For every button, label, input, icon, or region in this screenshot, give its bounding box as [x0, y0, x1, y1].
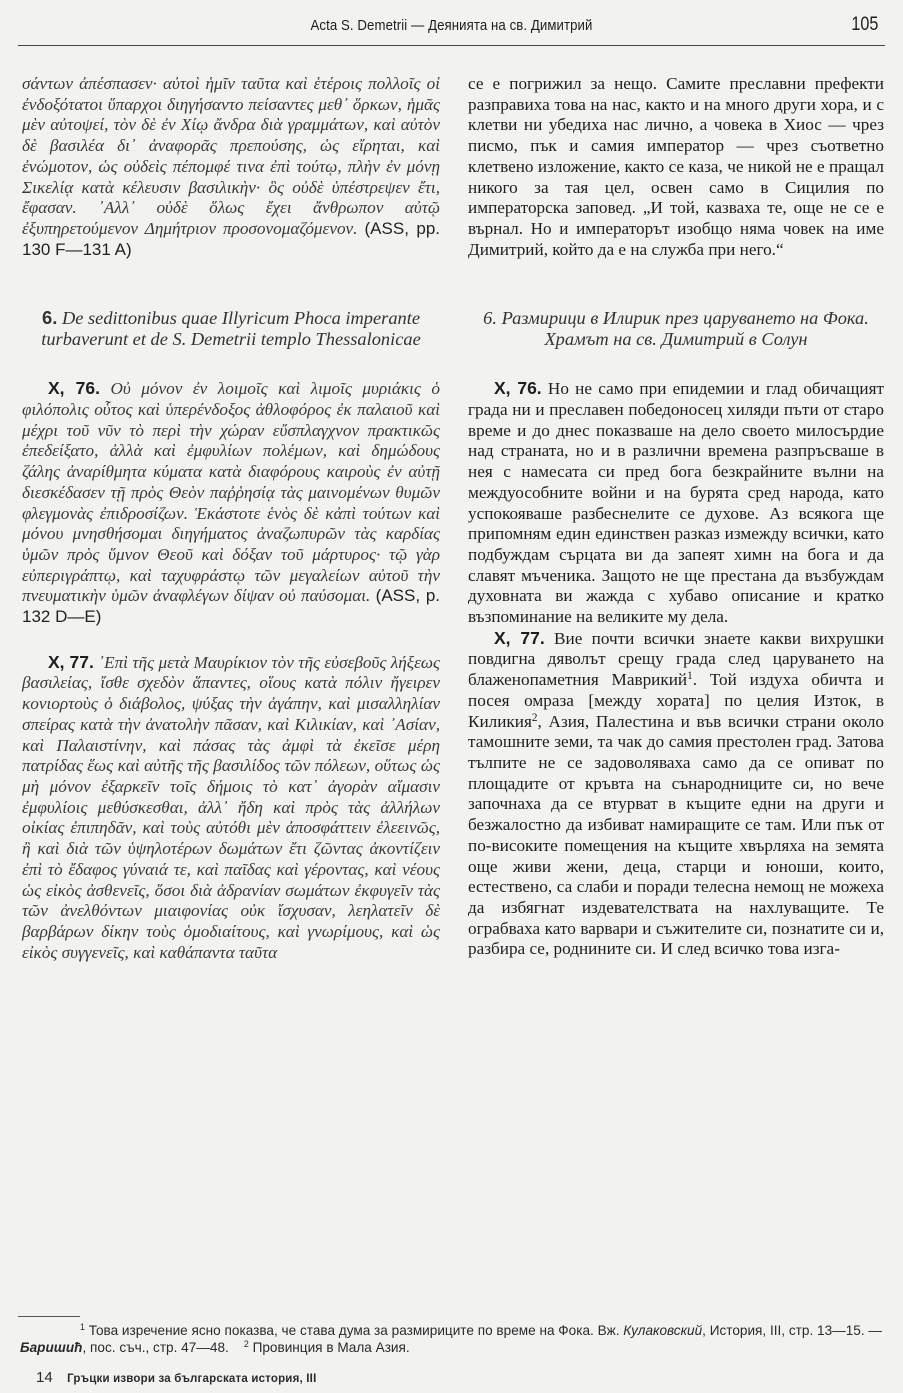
footnote-rule [18, 1316, 80, 1317]
footnote-1 [20, 1323, 882, 1356]
signature-number: 14 [36, 1369, 53, 1386]
section-heading-latin [22, 308, 440, 349]
footnote-mark: 2 [243, 1338, 249, 1349]
paragraph-x-77-bulgarian [468, 628, 884, 960]
bulgarian-text: Вие почти всички знаете какви вихрушки повдигна дяволът срещу града след царуването на блаженопаметния Маврикий [468, 628, 884, 690]
footnote-2-text: Провинция в Мала Азия. [252, 1339, 410, 1355]
paragraph-x-76-greek [22, 378, 440, 627]
section-title: De sedittonibus quae Illyricum Phoca imperante turbaverunt et de S. Demetrii templo Thessalonicae [41, 308, 421, 349]
greek-text: ᾿Επὶ τῆς μετὰ Μαυρίκιον τὸν τῆς εὐσεβοῦς λήξεως βασιλείας, ἴσθε σχεδὸν ἅπαντες, οἵους κατὰ πόλιν ἤγειρεν κονιορτοὺς ὁ διάβολος, ψύξας τὴν ἀγάπην, καὶ μισαλληλίαν σπείρας κατὰ τὴν ἀνατολὴν πᾶσαν, καὶ Κιλικίαν, καὶ ᾿Ασίαν, καὶ Παλαιστίνην, καὶ πάσας τὰς ἀμφὶ τὰ ἐκεῖσε μέρη πατρίδας ἕως καὶ αὐτῆς τῆς βασιλίδος τῶν πόλεων, οὕτως ὡς μὴ μόνον ἐξαρκεῖν τοῖς δήμοις τὸ κατ᾽ ἀγορὰν αἵμασιν ἐμφυλίοις μεθύσκεσθαι, ἀλλ᾽ ἤδη καὶ πρὸς τὰς ἀλλήλων οἰκίας ἐπιπηδᾶν, καὶ τοὺς αὐτόθι μὲν ἀποσφάττειν ἐλεεινῶς, ἢ καὶ διὰ τῶν ὑψηλοτέρων δωμάτων ἔτι ζῶντας ἀκοντίζειν ἐπὶ τὸ ἔδαφος γύναιά τε, καὶ παῖδας καὶ γέροντας, καὶ νέους ὡς εἰκὸς ἀσθενεῖς, ὅσοι διὰ ἀδρανίαν σωμάτων ἐκφυγεῖν τὰς τῶν ἀνελθόντων μιαιφονίας οὐκ ἴσχυσαν, λεηλατεῖν δὲ βαρβάρων δίκην τοὺς ὁμοδιαίτους, καὶ γνωρίμους, καὶ ὡς εἰκὸς συγγενεῖς, καὶ καθάπαντα ταῦτα [22, 652, 441, 962]
signature-text: Гръцки извори за българската история, III [67, 1373, 317, 1385]
paragraph-marker: X, 76. [494, 378, 542, 399]
bulgarian-continuation: се е погрижил за нещо. Самите преславни префекти разправиха това на нас, както и на много други хора, и с клетви ни убедиха нас лично, а човека в Хиос — чрез писмо, пък и самия император — чрез съответно клетвено изложение, както се каза, че никой не е пращал никого за тая цел, освен само в Сицилия по императорска заповед. „И той, казваха те, още не се е върнал. Но и императорът изобщо няма човек на име Димитрий, който да е на служба при него.“ [468, 74, 884, 259]
paragraph-x-76-bulgarian [468, 378, 884, 627]
section-number: 6. [42, 307, 58, 329]
footnotes [20, 1323, 882, 1356]
footnote-author: Кулаковский [623, 1323, 703, 1338]
running-title: Acta S. Demetrii — Деянията на св. Димитрий [310, 17, 593, 34]
greek-text: σάντων ἀπέσπασεν· αὐτοὶ ἡμῖν ταῦτα καὶ ἑτέροις πολλοῖς οἱ ἐνδοξότατοι ὕπαρχοι διηγήσαντο πείσαντες μεθ᾽ ὅρκων, ἡμᾶς μὲν αὐτοψεί, τὸν δὲ ἐν Χίῳ ἄνδρα διὰ γραμμάτων, καὶ αὐτὸν δὲ βασιλέα δι᾽ ἀναφορᾶς πρεπούσης, ὡς εἴρηται, καὶ ἐνώμοτον, ὡς οὐδεὶς πέπομφέ τινα ἐπὶ τούτῳ, πλὴν ἐν μόνῃ Σικελίᾳ κατὰ κέλευσιν βασιλικὴν· ὃς οὐδὲ ὑπέστρεψεν ἔτι, ἔφασαν. ᾿Αλλ᾽ οὐδὲ ὅλως ἔχει ἄνθρωπον αὐτῷ ἐξυπηρετούμενον Δημήτριον προσονομαζόμενον. [22, 74, 440, 238]
paragraph-marker: X, 77. [494, 627, 545, 648]
section-title: Размирици в Илирик през царуването на Фока. Храмът на св. Димитрий в Солун [501, 308, 869, 349]
bulgarian-text: Но не само при епидемии и глад обичащият града ни и преславен победоносец хиляди пъти от старо време и до днес показваше на дело своето милосърдие над страната, но и в различни времена разпръсваше в нея с намесата си пред бога безкрайните вълни на междуособните войни и на бурята сред народа, като успокояваше разбеснелите се духове. Аз всякога ще припомням един единствен разказ измежду всички, като подбуждам сърцата ви да запеят химн на бога и да славят мъченика. Защото не ще престана да възбуждам духовната ви жажда с хубаво описание и кратко възпоминание на великите му дела. [468, 379, 885, 627]
paragraph-marker: X, 76. [48, 378, 100, 399]
paragraph-x-77-greek [22, 652, 440, 964]
source-reference: (ASS, pp. 130 F—131 A) [22, 218, 440, 259]
footnote-author: Баришић [20, 1339, 83, 1355]
running-head [18, 8, 885, 40]
source-reference: (ASS, p. 132 D—E) [22, 586, 440, 627]
page-number: 105 [851, 14, 879, 35]
bulgarian-text: . Той издуха обичта и посея омраза [между хората] по целия Изток, в Киликия [468, 670, 884, 731]
section-heading-bulgarian [468, 308, 884, 349]
bulgarian-text: , Азия, Палестина и във всички страни около тамошните земи, та чак до самия престолен град. Затова тълпите не се задоволяваха само да се опиват по площадите от кръвта на сънародниците си, но вече започнаха да се втурват в къщите едни на други и безжалостно да избиват намиращите се там. Или пък от по-високите помещения на къщите хвърляха на земята още живи жени, деца, старци и юноши, които, естествено, са слаби и поради телесна немощ не можеха да избягнат издевателствата на нахлуващите. Те ограбваха като варвари и съжителите си, познатите си и, разбира се, роднините си. И след всичко това изга- [468, 711, 884, 959]
footnote-mark: 1 [80, 1322, 85, 1333]
footnote-text: , пос. съч., стр. 47—48. [82, 1339, 229, 1355]
footnote-text: Това изречение ясно показва, че става дума за размириците по време на Фока. Вж. [88, 1323, 624, 1338]
footnote-text: , История, III, стр. 13—15. — [702, 1323, 883, 1338]
greek-text: Οὐ μόνον ἐν λοιμοῖς καὶ λιμοῖς μυριάκις ὁ φιλόπολις οὗτος καὶ ὑπερένδοξος ἀθλοφόρος ἐκ παλαιοῦ καὶ μέχρι τοῦ νῦν τὸ περὶ τὴν χώραν εὔσπλαγχνον πρακτικῶς ἐπεδείξατο, ἀλλὰ καὶ ἐμφυλίων πολέμων, καὶ δημώδους ζάλης ἀναρίθμητα κύματα κατὰ διαφόρους καιροὺς ἐν αὐτῇ διεσκέδασεν τῇ πρὸς Θεὸν παῤῥησίᾳ τὰς μαινομένων θυμῶν φλεγμονὰς ἐπιδροσίζων. Ἑκάστοτε ἑνὸς δὲ κἀπὶ τούτων καὶ μόνου μνησθήσομαι διηγήματος ἀναζωπυρῶν τὰς καρδίας ὑμῶν πρὸς ὕμνον Θεοῦ καὶ δόξαν τοῦ μάρτυρος· τῷ γὰρ εὐπεριγράπτῳ, καὶ ταχυφράστῳ τῶν μεγαλείων αὐτοῦ τὴν πνευματικὴν ὑμῶν ἀναφλέγων δίψαν οὐ παύσομαι. [22, 379, 441, 606]
paragraph-marker: X, 77. [48, 651, 94, 672]
header-rule [18, 45, 885, 46]
left-column-greek-latin [22, 74, 440, 963]
printer-signature [36, 1369, 316, 1387]
greek-continuation [22, 74, 440, 260]
right-column-bulgarian [468, 74, 884, 960]
section-number: 6. [483, 308, 497, 329]
footnote-ref-2[interactable]: 2 [531, 711, 538, 724]
footnote-ref-1[interactable]: 1 [687, 670, 693, 683]
